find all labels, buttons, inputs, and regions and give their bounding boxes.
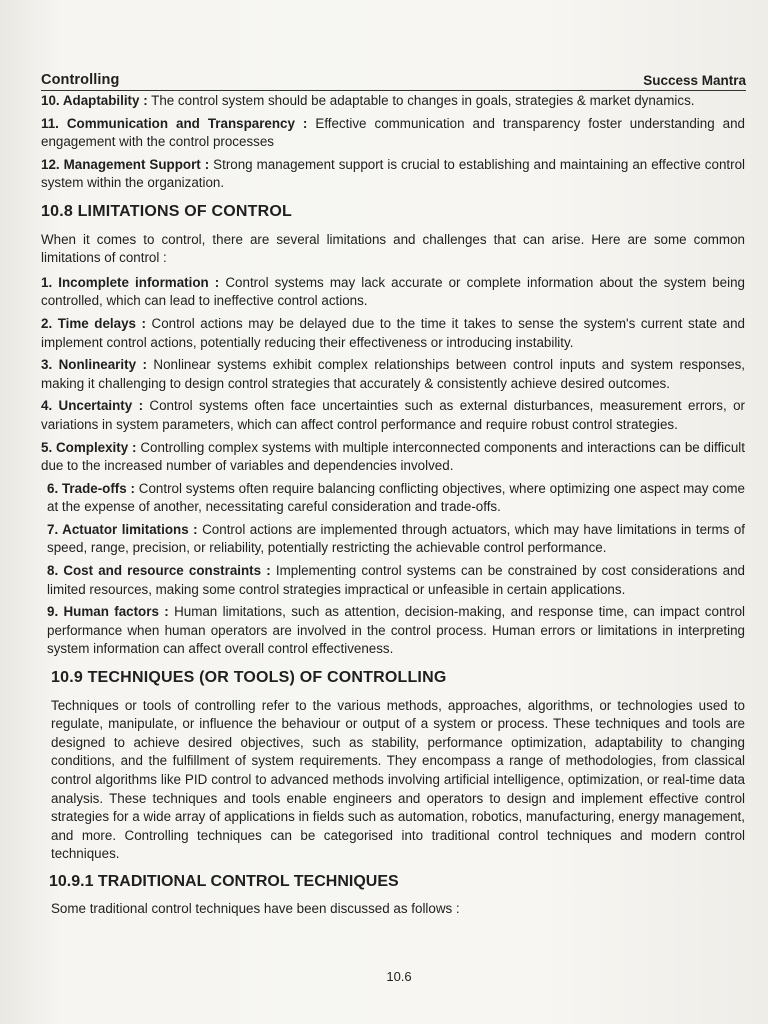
item-lead: 2. Time delays :: [41, 315, 146, 331]
item-lead: 10. Adaptability :: [41, 93, 148, 108]
section-body: Techniques or tools of controlling refer to the various methods, approaches, algorithms, or technologies used to regulate, manipulate, or influence the behaviour or output of a system or process. These techniques and tools are designed to achieve desired objectives, such as stability, performance optimization, adaptability to changing conditions, and the fulfillment of system requirements. They encompass a range of methodologies, from classical control algorithms like PID control to advanced methods involving artificial intelligence, optimization, or real-time data analysis. These techniques and tools enable engineers and operators to design and implement effective control strategies for a wide array of applications in fields such as automation, robotics, manufacturing, energy management, and more. Controlling techniques can be categorised into traditional control techniques and modern control techniques.: [51, 697, 745, 862]
item-text: Control actions may be delayed due to the time it takes to sense the system's current state and implement control actions, potentially reducing their effectiveness or introducing instability.: [41, 315, 745, 350]
item-text: Control systems often face uncertainties such as external disturbances, measurement errors, or variations in system parameters, which can affect control performance and require robust control strategies.: [41, 398, 745, 432]
item-text: Control systems often require balancing conflicting objectives, where optimizing one aspect may come at the expense of another, necessitating careful consideration and trade-offs.: [47, 480, 745, 515]
item-text: Controlling complex systems with multiple interconnected components and interactions can be difficult due to the increased number of variables and dependencies involved.: [41, 439, 745, 474]
item-lead: 8. Cost and resource constraints :: [47, 563, 271, 579]
section-intro: When it comes to control, there are several limitations and challenges that can arise. Here are some common limitations of control :: [41, 231, 745, 266]
item-lead: 3. Nonlinearity :: [41, 357, 147, 373]
item-lead: 7. Actuator limitations :: [47, 521, 198, 537]
list-item: [41, 315, 745, 352]
item-lead: 4. Uncertainty :: [41, 398, 144, 414]
item-text: Control systems may lack accurate or complete information about the system being controlled, which can lead to ineffective control actions.: [41, 274, 745, 309]
section-heading-limitations: 10.8 LIMITATIONS OF CONTROL: [41, 202, 293, 220]
page-number: 10.6: [386, 969, 412, 984]
list-item: [47, 562, 745, 599]
item-lead: 11. Communication and Transparency :: [41, 115, 308, 131]
item-text: Effective communication and transparency foster understanding and engagement with the control processes: [41, 115, 745, 150]
header-chapter-title: Controlling: [41, 72, 120, 88]
item-text: The control system should be adaptable to changes in goals, strategies & market dynamics.: [151, 93, 695, 108]
running-header: [41, 68, 746, 91]
item-text: Strong management support is crucial to establishing and maintaining an effective control system within the organization.: [41, 156, 745, 191]
item-lead: 5. Complexity :: [41, 439, 137, 455]
subsection-intro: Some traditional control techniques have been discussed as follows :: [51, 900, 460, 916]
list-item: [41, 356, 745, 393]
page-content: [41, 92, 745, 922]
subsection-heading-traditional: 10.9.1 TRADITIONAL CONTROL TECHNIQUES: [49, 872, 399, 890]
list-item: [41, 274, 745, 311]
item-lead: 9. Human factors :: [47, 604, 169, 620]
item-lead: 12. Management Support :: [41, 156, 210, 172]
page-footer: [0, 969, 768, 984]
list-item: [47, 603, 745, 659]
header-publisher: Success Mantra: [643, 73, 746, 88]
list-item: [41, 397, 745, 434]
list-item: [41, 115, 745, 152]
item-text: Control actions are implemented through actuators, which may have limitations in terms of speed, range, precision, or reliability, potentially restricting the achievable control performance.: [47, 521, 745, 556]
list-item: [47, 480, 745, 517]
list-item: [47, 521, 745, 558]
item-text: Nonlinear systems exhibit complex relationships between control inputs and system responses, making it challenging to design control strategies that accurately & consistently achieve desired outcomes.: [41, 357, 745, 391]
section-heading-techniques: 10.9 TECHNIQUES (OR TOOLS) OF CONTROLLING: [51, 669, 447, 687]
list-item: [41, 92, 745, 111]
item-lead: 1. Incomplete information :: [41, 274, 220, 290]
item-text: Human limitations, such as attention, decision-making, and response time, can impact control performance when human operators are involved in the control process. Human errors or limitations in interpreting system information can affect overall control effectiveness.: [47, 604, 745, 657]
list-item: [41, 439, 745, 476]
item-lead: 6. Trade-offs :: [47, 480, 135, 496]
list-item: [41, 156, 745, 193]
item-text: Implementing control systems can be constrained by cost considerations and limited resources, making some control strategies impractical or unfeasible in certain applications.: [47, 563, 745, 597]
